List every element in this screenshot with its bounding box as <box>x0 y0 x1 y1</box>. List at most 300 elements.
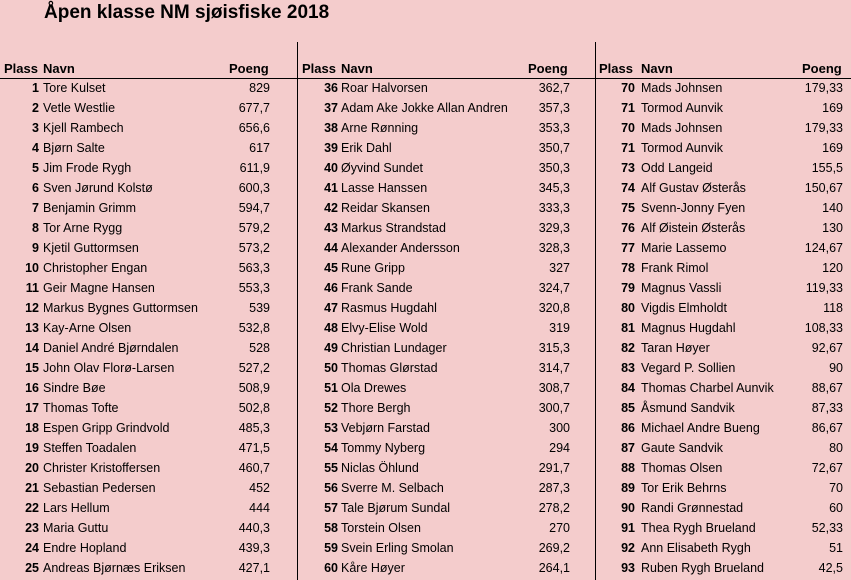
table-row <box>0 99 297 119</box>
row-poeng: 124,67 <box>804 241 843 255</box>
row-poeng: 528 <box>249 341 270 355</box>
table-row <box>596 359 851 379</box>
row-navn: Tommy Nyberg <box>341 441 426 455</box>
row-poeng: 656,6 <box>238 121 270 135</box>
row-plass: 90 <box>621 501 635 515</box>
row-plass: 54 <box>324 441 338 455</box>
table-row <box>0 79 297 99</box>
table-row <box>0 159 297 179</box>
row-poeng: 118 <box>823 301 843 315</box>
row-navn: Vebjørn Farstad <box>341 421 430 435</box>
row-plass: 2 <box>32 101 39 115</box>
table-row <box>0 519 297 539</box>
row-plass: 41 <box>324 181 338 195</box>
row-plass: 39 <box>324 141 338 155</box>
row-plass: 23 <box>25 521 39 535</box>
row-navn: Bjørn Salte <box>43 141 105 155</box>
row-navn: Sven Jørund Kolstø <box>43 181 153 195</box>
table-row <box>596 519 851 539</box>
table-row <box>298 319 596 339</box>
row-plass: 19 <box>25 441 39 455</box>
row-navn: Odd Langeid <box>641 161 713 175</box>
row-poeng: 829 <box>249 81 270 95</box>
row-poeng: 150,67 <box>804 181 843 195</box>
row-plass: 49 <box>324 341 338 355</box>
row-plass: 48 <box>324 321 338 335</box>
row-plass: 86 <box>621 421 635 435</box>
table-row <box>0 319 297 339</box>
table-row <box>298 539 596 559</box>
row-navn: Adam Ake Jokke Allan Andren <box>341 101 508 115</box>
table-row <box>298 159 596 179</box>
row-poeng: 444 <box>249 501 270 515</box>
table-row <box>298 519 596 539</box>
row-plass: 57 <box>324 501 338 515</box>
row-poeng: 119,33 <box>805 281 843 295</box>
table-row <box>298 499 596 519</box>
table-row <box>596 239 851 259</box>
row-poeng: 179,33 <box>804 81 843 95</box>
row-poeng: 350,3 <box>538 161 570 175</box>
row-poeng: 140 <box>822 201 843 215</box>
row-navn: Christer Kristoffersen <box>43 461 161 475</box>
row-navn: Thea Rygh Brueland <box>641 521 756 535</box>
row-navn: Tore Kulset <box>43 81 106 95</box>
row-poeng: 508,9 <box>238 381 270 395</box>
row-plass: 83 <box>621 361 635 375</box>
row-poeng: 120 <box>822 261 843 275</box>
row-poeng: 169 <box>822 141 843 155</box>
table-row <box>298 359 596 379</box>
row-poeng: 320,8 <box>538 301 570 315</box>
row-navn: Jim Frode Rygh <box>43 161 132 175</box>
table-row <box>298 139 596 159</box>
row-navn: Kay-Arne Olsen <box>43 321 132 335</box>
row-navn: Vegard P. Sollien <box>641 361 736 375</box>
row-navn: Markus Strandstad <box>341 221 446 235</box>
table-row <box>0 219 297 239</box>
row-plass: 8 <box>32 221 39 235</box>
row-navn: Ann Elisabeth Rygh <box>641 541 751 555</box>
table-row <box>298 399 596 419</box>
row-poeng: 169 <box>822 101 843 115</box>
row-plass: 16 <box>25 381 39 395</box>
row-plass: 18 <box>25 421 39 435</box>
table-row <box>298 199 596 219</box>
row-navn: Tor Arne Rygg <box>43 221 123 235</box>
row-plass: 93 <box>621 561 635 575</box>
row-poeng: 471,5 <box>238 441 270 455</box>
row-plass: 79 <box>621 281 635 295</box>
row-plass: 71 <box>621 101 635 115</box>
row-navn: Sverre M. Selbach <box>341 481 444 495</box>
row-navn: Vetle Westlie <box>43 101 116 115</box>
row-poeng: 287,3 <box>538 481 570 495</box>
row-poeng: 327 <box>549 261 570 275</box>
table-row <box>0 459 297 479</box>
table-row <box>298 379 596 399</box>
row-plass: 15 <box>25 361 39 375</box>
row-poeng: 611,9 <box>239 161 270 175</box>
row-plass: 20 <box>25 461 39 475</box>
table-row <box>0 419 297 439</box>
table-row <box>596 379 851 399</box>
row-poeng: 179,33 <box>804 121 843 135</box>
row-poeng: 300,7 <box>538 401 570 415</box>
table-row <box>596 479 851 499</box>
row-plass: 45 <box>324 261 338 275</box>
row-poeng: 329,3 <box>538 221 570 235</box>
row-plass: 47 <box>324 301 338 315</box>
row-poeng: 270 <box>549 521 570 535</box>
row-plass: 12 <box>25 301 39 315</box>
row-plass: 40 <box>324 161 338 175</box>
row-poeng: 427,1 <box>238 561 270 575</box>
table-row <box>596 179 851 199</box>
header-plass: Plass <box>302 61 336 76</box>
row-plass: 22 <box>25 501 39 515</box>
row-navn: Andreas Bjørnæs Eriksen <box>43 561 186 575</box>
row-poeng: 350,7 <box>538 141 570 155</box>
row-navn: Marie Lassemo <box>641 241 727 255</box>
row-plass: 6 <box>32 181 39 195</box>
table-header <box>298 60 596 79</box>
row-navn: Torstein Olsen <box>341 521 421 535</box>
row-poeng: 677,7 <box>238 101 270 115</box>
table-row <box>298 179 596 199</box>
row-navn: Øyvind Sundet <box>341 161 423 175</box>
row-plass: 75 <box>621 201 635 215</box>
row-poeng: 291,7 <box>538 461 570 475</box>
row-poeng: 300 <box>549 421 570 435</box>
row-plass: 87 <box>621 441 635 455</box>
row-plass: 56 <box>324 481 338 495</box>
row-poeng: 553,3 <box>238 281 270 295</box>
row-navn: Ruben Rygh Brueland <box>641 561 764 575</box>
row-poeng: 51 <box>829 541 843 555</box>
table-row <box>596 299 851 319</box>
table-row <box>596 459 851 479</box>
row-navn: Tor Erik Behrns <box>641 481 727 495</box>
table-row <box>0 279 297 299</box>
table-row <box>0 499 297 519</box>
row-navn: Taran Høyer <box>641 341 710 355</box>
row-navn: Kjell Rambech <box>43 121 124 135</box>
table-row <box>596 259 851 279</box>
row-navn: Christian Lundager <box>341 341 447 355</box>
row-poeng: 294 <box>549 441 570 455</box>
row-plass: 60 <box>324 561 338 575</box>
table-row <box>298 99 596 119</box>
row-plass: 37 <box>324 101 338 115</box>
table-row <box>596 159 851 179</box>
row-navn: Gaute Sandvik <box>641 441 723 455</box>
table-header <box>596 60 851 79</box>
row-navn: Thore Bergh <box>341 401 411 415</box>
row-plass: 88 <box>621 461 635 475</box>
row-navn: Svenn-Jonny Fyen <box>641 201 746 215</box>
table-row <box>0 539 297 559</box>
row-navn: Frank Rimol <box>641 261 709 275</box>
header-navn: Navn <box>641 61 673 76</box>
row-plass: 42 <box>324 201 338 215</box>
table-row <box>298 279 596 299</box>
page-title: Åpen klasse NM sjøisfiske 2018 <box>44 2 330 23</box>
row-poeng: 563,3 <box>238 261 270 275</box>
header-navn: Navn <box>43 61 75 76</box>
header-poeng: Poeng <box>229 61 269 76</box>
row-poeng: 357,3 <box>538 101 570 115</box>
row-poeng: 315,3 <box>538 341 570 355</box>
row-plass: 50 <box>324 361 338 375</box>
row-poeng: 452 <box>249 481 270 495</box>
row-navn: Alexander Andersson <box>341 241 460 255</box>
results-column-1 <box>0 60 297 579</box>
table-row <box>0 239 297 259</box>
row-poeng: 278,2 <box>538 501 570 515</box>
row-navn: Kjetil Guttormsen <box>43 241 139 255</box>
table-row <box>596 199 851 219</box>
row-poeng: 440,3 <box>238 521 270 535</box>
table-row <box>596 559 851 579</box>
table-row <box>298 439 596 459</box>
header-plass: Plass <box>599 61 633 76</box>
row-plass: 92 <box>621 541 635 555</box>
row-navn: Ola Drewes <box>341 381 407 395</box>
header-navn: Navn <box>341 61 373 76</box>
row-navn: Lars Hellum <box>43 501 110 515</box>
row-plass: 9 <box>32 241 39 255</box>
row-plass: 73 <box>621 161 635 175</box>
row-navn: Roar Halvorsen <box>341 81 428 95</box>
table-row <box>596 539 851 559</box>
row-poeng: 86,67 <box>811 421 843 435</box>
header-poeng: Poeng <box>802 61 842 76</box>
header-poeng: Poeng <box>528 61 568 76</box>
table-row <box>596 399 851 419</box>
row-plass: 24 <box>25 541 39 555</box>
row-plass: 5 <box>32 161 39 175</box>
row-plass: 77 <box>621 241 635 255</box>
results-column-3 <box>596 60 851 579</box>
row-poeng: 87,33 <box>811 401 843 415</box>
table-row <box>0 399 297 419</box>
table-row <box>0 139 297 159</box>
row-plass: 71 <box>621 141 635 155</box>
table-row <box>0 379 297 399</box>
row-navn: Magnus Vassli <box>641 281 722 295</box>
row-plass: 10 <box>25 261 39 275</box>
header-plass: Plass <box>4 61 38 76</box>
row-poeng: 269,2 <box>538 541 570 555</box>
table-row <box>298 259 596 279</box>
row-navn: Svein Erling Smolan <box>341 541 454 555</box>
row-navn: Christopher Engan <box>43 261 148 275</box>
row-poeng: 324,7 <box>538 281 570 295</box>
row-poeng: 130 <box>822 221 843 235</box>
row-plass: 82 <box>621 341 635 355</box>
row-navn: John Olav Florø-Larsen <box>43 361 175 375</box>
row-navn: Geir Magne Hansen <box>43 281 155 295</box>
row-plass: 7 <box>32 201 39 215</box>
row-navn: Sebastian Pedersen <box>43 481 156 495</box>
row-poeng: 108,33 <box>804 321 843 335</box>
row-plass: 76 <box>621 221 635 235</box>
row-plass: 44 <box>324 241 338 255</box>
row-navn: Vigdis Elmholdt <box>641 301 727 315</box>
row-plass: 4 <box>32 141 39 155</box>
table-row <box>298 119 596 139</box>
table-row <box>0 259 297 279</box>
row-navn: Thomas Charbel Aunvik <box>641 381 774 395</box>
row-navn: Thomas Olsen <box>641 461 723 475</box>
row-navn: Tormod Aunvik <box>641 141 723 155</box>
row-navn: Thomas Tofte <box>43 401 119 415</box>
row-plass: 53 <box>324 421 338 435</box>
row-poeng: 485,3 <box>238 421 270 435</box>
row-navn: Erik Dahl <box>341 141 392 155</box>
table-row <box>0 439 297 459</box>
row-navn: Kåre Høyer <box>341 561 405 575</box>
row-poeng: 594,7 <box>238 201 270 215</box>
row-navn: Arne Rønning <box>341 121 419 135</box>
row-plass: 3 <box>32 121 39 135</box>
row-poeng: 88,67 <box>811 381 843 395</box>
row-poeng: 353,3 <box>538 121 570 135</box>
row-poeng: 42,5 <box>818 561 843 575</box>
row-poeng: 70 <box>829 481 843 495</box>
row-poeng: 314,7 <box>538 361 570 375</box>
row-navn: Alf Øistein Østerås <box>641 221 746 235</box>
row-poeng: 502,8 <box>238 401 270 415</box>
row-plass: 78 <box>621 261 635 275</box>
table-row <box>298 239 596 259</box>
row-navn: Maria Guttu <box>43 521 109 535</box>
row-navn: Magnus Hugdahl <box>641 321 736 335</box>
row-navn: Lasse Hanssen <box>341 181 428 195</box>
row-navn: Mads Johnsen <box>641 121 723 135</box>
row-poeng: 617 <box>249 141 270 155</box>
row-plass: 89 <box>621 481 635 495</box>
table-row <box>596 119 851 139</box>
table-row <box>298 559 596 579</box>
row-navn: Frank Sande <box>341 281 413 295</box>
row-navn: Tormod Aunvik <box>641 101 723 115</box>
row-plass: 36 <box>324 81 338 95</box>
table-row <box>0 479 297 499</box>
row-poeng: 52,33 <box>811 521 843 535</box>
row-plass: 80 <box>621 301 635 315</box>
row-navn: Rune Gripp <box>341 261 405 275</box>
row-plass: 81 <box>621 321 635 335</box>
row-plass: 74 <box>621 181 635 195</box>
row-poeng: 319 <box>549 321 570 335</box>
row-plass: 21 <box>25 481 39 495</box>
row-poeng: 439,3 <box>238 541 270 555</box>
table-row <box>596 279 851 299</box>
table-row <box>298 339 596 359</box>
table-row <box>298 479 596 499</box>
row-navn: Åsmund Sandvik <box>641 401 735 415</box>
row-plass: 14 <box>25 341 39 355</box>
row-navn: Tale Bjørum Sundal <box>341 501 451 515</box>
row-plass: 11 <box>25 281 39 295</box>
row-plass: 91 <box>621 521 635 535</box>
results-column-2 <box>298 60 596 579</box>
row-plass: 17 <box>25 401 39 415</box>
table-row <box>0 359 297 379</box>
row-navn: Endre Hopland <box>43 541 127 555</box>
row-navn: Michael Andre Bueng <box>641 421 760 435</box>
table-row <box>596 139 851 159</box>
row-navn: Markus Bygnes Guttormsen <box>43 301 198 315</box>
table-row <box>596 319 851 339</box>
row-poeng: 264,1 <box>538 561 570 575</box>
row-poeng: 532,8 <box>238 321 270 335</box>
row-plass: 59 <box>324 541 338 555</box>
row-poeng: 333,3 <box>538 201 570 215</box>
row-navn: Elvy-Elise Wold <box>341 321 428 335</box>
row-plass: 51 <box>324 381 338 395</box>
row-navn: Rasmus Hugdahl <box>341 301 437 315</box>
row-navn: Alf Gustav Østerås <box>641 181 746 195</box>
table-row <box>298 219 596 239</box>
row-poeng: 155,5 <box>811 161 843 175</box>
table-row <box>596 339 851 359</box>
row-poeng: 362,7 <box>538 81 570 95</box>
table-row <box>0 179 297 199</box>
row-plass: 52 <box>324 401 338 415</box>
table-row <box>596 219 851 239</box>
row-plass: 43 <box>324 221 338 235</box>
table-row <box>596 79 851 99</box>
row-poeng: 527,2 <box>238 361 270 375</box>
table-row <box>596 419 851 439</box>
row-navn: Sindre Bøe <box>43 381 106 395</box>
row-navn: Steffen Toadalen <box>43 441 137 455</box>
row-poeng: 579,2 <box>238 221 270 235</box>
row-poeng: 460,7 <box>238 461 270 475</box>
table-row <box>298 79 596 99</box>
table-row <box>0 559 297 579</box>
table-row <box>596 99 851 119</box>
row-poeng: 90 <box>829 361 843 375</box>
row-navn: Espen Gripp Grindvold <box>43 421 170 435</box>
row-navn: Randi Grønnestad <box>641 501 744 515</box>
table-row <box>0 119 297 139</box>
row-plass: 58 <box>324 521 338 535</box>
row-plass: 84 <box>621 381 635 395</box>
table-row <box>596 499 851 519</box>
row-poeng: 92,67 <box>811 341 843 355</box>
table-row <box>0 299 297 319</box>
row-poeng: 72,67 <box>811 461 843 475</box>
row-plass: 38 <box>324 121 338 135</box>
row-navn: Mads Johnsen <box>641 81 723 95</box>
row-poeng: 328,3 <box>538 241 570 255</box>
row-poeng: 60 <box>829 501 843 515</box>
row-plass: 85 <box>621 401 635 415</box>
row-plass: 25 <box>25 561 39 575</box>
row-navn: Niclas Öhlund <box>341 461 419 475</box>
row-plass: 46 <box>324 281 338 295</box>
row-navn: Thomas Glørstad <box>341 361 438 375</box>
row-poeng: 600,3 <box>238 181 270 195</box>
row-plass: 1 <box>32 81 39 95</box>
row-plass: 55 <box>324 461 338 475</box>
row-poeng: 80 <box>829 441 843 455</box>
row-poeng: 345,3 <box>538 181 570 195</box>
